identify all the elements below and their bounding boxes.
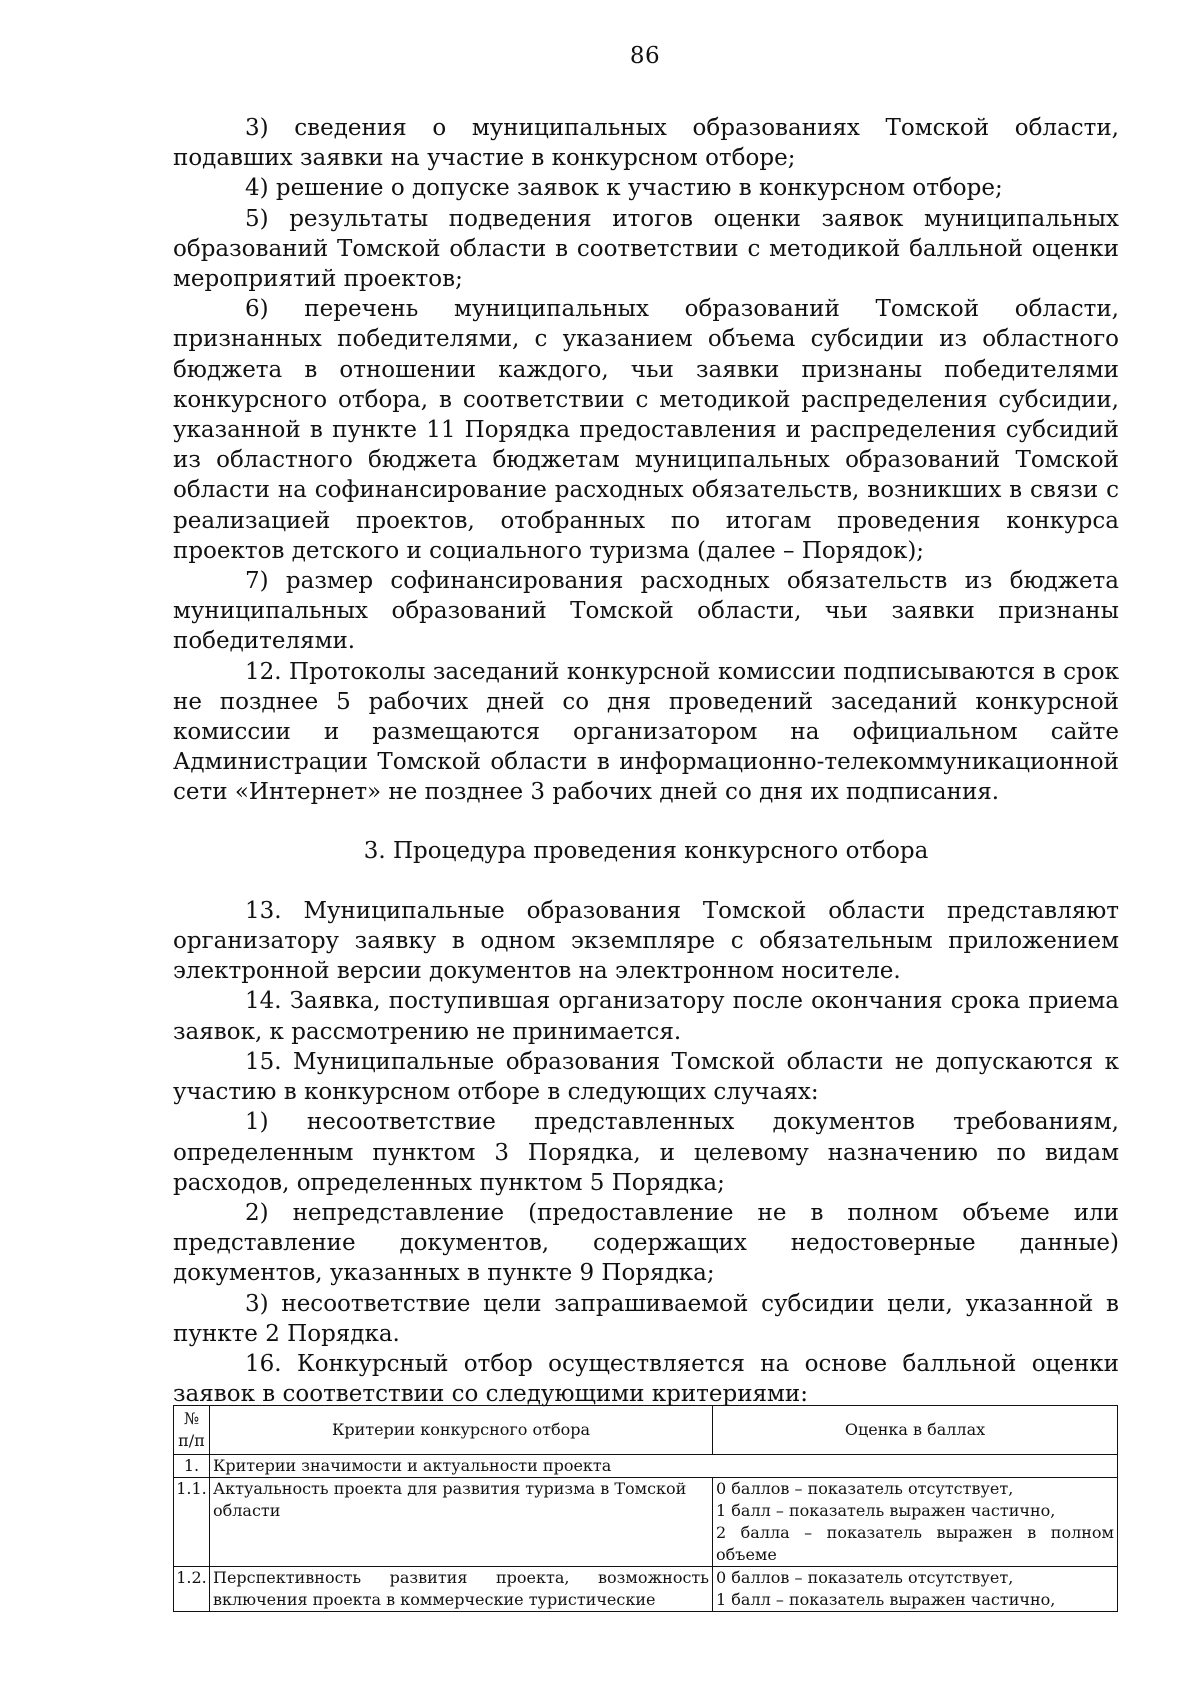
page-number: 86 bbox=[629, 43, 661, 69]
paragraph-15-item-2: 2) непредставление (предоставление не в полном объеме или представление документов, содержащих недостоверные данные) документов, указанных в пункте 9 Порядка; bbox=[173, 1199, 1119, 1287]
paragraph-item-7: 7) размер софинансирования расходных обязательств из бюджета муниципальных образований Томской области, чьи заявки признаны победителями. bbox=[173, 568, 1119, 655]
paragraph-15: 15. Муниципальные образования Томской области не допускаются к участию в конкурсном отборе в следующих случаях: bbox=[173, 1048, 1119, 1106]
document-body bbox=[173, 113, 1119, 1409]
score-cell bbox=[713, 1567, 1118, 1612]
header-number-line2: п/п bbox=[178, 1431, 205, 1450]
score-cell bbox=[713, 1478, 1118, 1567]
section-heading: 3. Процедура проведения конкурсного отбора bbox=[363, 837, 929, 864]
header-number-line1: № bbox=[183, 1409, 200, 1428]
score-line: 1 балл – показатель выражен частично, bbox=[716, 1501, 1056, 1520]
paragraph-15-item-1: 1) несоответствие представленных документов требованиям, определенным пунктом 3 Порядка, и целевому назначению по видам расходов, определенных пунктом 5 Порядка; bbox=[173, 1109, 1119, 1196]
table-row bbox=[174, 1455, 1118, 1478]
score-line: 0 баллов – показатель отсутствует, bbox=[716, 1568, 1014, 1587]
row-number: 1.2. bbox=[174, 1567, 210, 1612]
score-line: 0 баллов – показатель отсутствует, bbox=[716, 1479, 1014, 1498]
section-title: Критерии значимости и актуальности проекта bbox=[210, 1455, 1118, 1478]
table-header-row bbox=[174, 1406, 1118, 1455]
paragraph-item-4: 4) решение о допуске заявок к участию в конкурсном отборе; bbox=[245, 175, 1003, 202]
paragraph-13: 13. Муниципальные образования Томской области представляют организатору заявку в одном экземпляре с обязательным приложением электронной версии документов на электронном носителе. bbox=[173, 897, 1119, 985]
paragraph-12: 12. Протоколы заседаний конкурсной комиссии подписываются в срок не позднее 5 рабочих дней со дня проведений заседаний конкурсной комиссии и размещаются организатором на официальном сайте Администрации Томской области в информационно-телекоммуникационной сети «Интернет» не позднее 3 рабочих дней со дня их подписания. bbox=[173, 658, 1119, 806]
table-row bbox=[174, 1478, 1118, 1567]
paragraph-item-6: 6) перечень муниципальных образований Томской области, признанных победителями, с указанием объема субсидии из областного бюджета в отношении каждого, чьи заявки признаны победителями конкурсного отбора, в соответствии с методикой распределения субсидии, указанной в пункте 11 Порядка предоставления и распределения субсидий из областного бюджета бюджетам муниципальных образований Томской области на софинансирование расходных обязательств, возникших в связи с реализацией проектов, отобранных по итогам проведения конкурса проектов детского и социального туризма (далее – Порядок); bbox=[173, 296, 1119, 564]
section-number: 1. bbox=[174, 1455, 210, 1478]
paragraph-15-item-3: 3) несоответствие цели запрашиваемой субсидии цели, указанной в пункте 2 Порядка. bbox=[173, 1290, 1119, 1347]
criteria-table bbox=[173, 1405, 1118, 1612]
header-number bbox=[174, 1406, 210, 1455]
row-number: 1.1. bbox=[174, 1478, 210, 1567]
paragraph-item-3: 3) сведения о муниципальных образованиях Томской области, подавших заявки на участие в конкурсном отборе; bbox=[173, 115, 1119, 172]
paragraph-16: 16. Конкурсный отбор осуществляется на основе балльной оценки заявок в соответствии со следующими критериями: bbox=[173, 1350, 1119, 1408]
score-line: 1 балл – показатель выражен частично, bbox=[716, 1590, 1056, 1609]
criterion-cell: Актуальность проекта для развития туризма в Томской области bbox=[210, 1478, 713, 1567]
header-criteria: Критерии конкурсного отбора bbox=[210, 1406, 713, 1455]
score-line: 2 балла – показатель выражен в полном объеме bbox=[716, 1523, 1114, 1564]
table-row bbox=[174, 1567, 1118, 1612]
paragraph-14: 14. Заявка, поступившая организатору после окончания срока приема заявок, к рассмотрению не принимается. bbox=[173, 988, 1119, 1045]
paragraph-item-5: 5) результаты подведения итогов оценки заявок муниципальных образований Томской области в соответствии с методикой балльной оценки мероприятий проектов; bbox=[173, 205, 1119, 293]
header-score: Оценка в баллах bbox=[713, 1406, 1118, 1455]
criterion-cell: Перспективность развития проекта, возможность включения проекта в коммерческие туристические bbox=[210, 1567, 713, 1612]
